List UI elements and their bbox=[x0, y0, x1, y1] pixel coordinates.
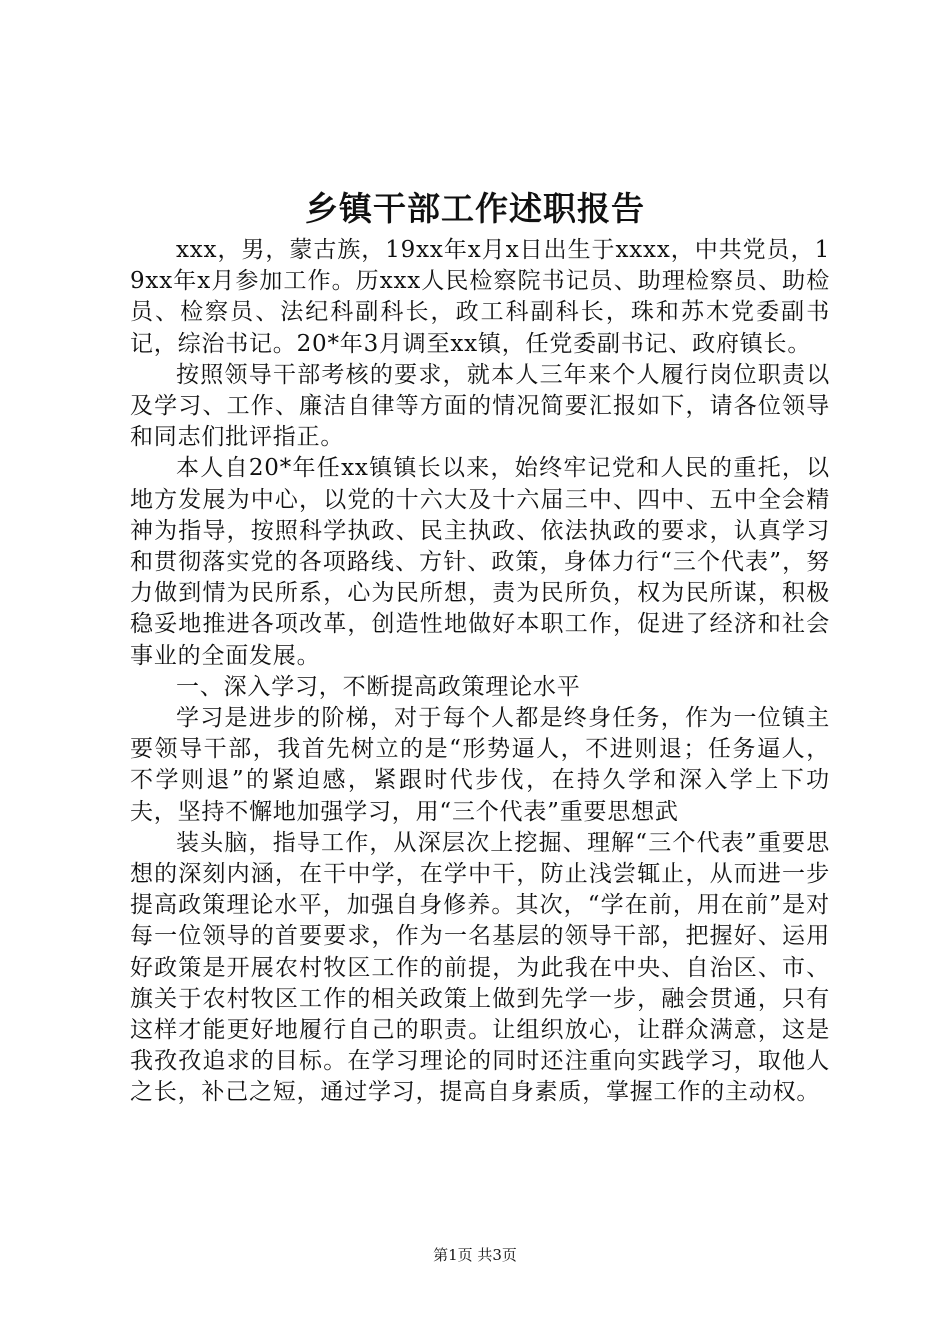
document-title: 乡镇干部工作述职报告 bbox=[305, 189, 645, 228]
paragraph-personal-info: xxx，男，蒙古族，19xx年x月x日出生于xxxx，中共党员，19xx年x月参加工作。历xxx人民检察院书记员、助理检察员、助检员、检察员、法纪科副科长，政工科副科长，珠和苏木党委副书记，综治书记。20*年3月调至xx镇，任党委副书记、政府镇长。 bbox=[130, 237, 830, 357]
paragraph-overview: 本人自20*年任xx镇镇长以来，始终牢记党和人民的重托，以地方发展为中心，以党的十六大及十六届三中、四中、五中全会精神为指导，按照科学执政、民主执政、依法执政的要求，认真学习和贯彻落实党的各项路线、方针、政策，身体力行“三个代表”，努力做到情为民所系，心为民所想，责为民所负，权为民所谋，积极稳妥地推进各项改革，创造性地做好本职工作，促进了经济和社会事业的全面发展。 bbox=[130, 455, 830, 669]
paragraph-learning-2: 装头脑，指导工作，从深层次上挖掘、理解“三个代表”重要思想的深刻内涵，在干中学，在学中干，防止浅尝辄止，从而进一步提高政策理论水平，加强自身修养。其次，“学在前，用在前”是对每一位领导的首要要求，作为一名基层的领导干部，把握好、运用好政策是开展农村牧区工作的前提，为此我在中央、自治区、市、旗关于农村牧区工作的相关政策上做到先学一步，融会贯通，只有这样才能更好地履行自己的职责。让组织放心，让群众满意，这是我孜孜追求的目标。在学习理论的同时还注重向实践学习，取他人之长，补己之短，通过学习，提高自身素质，掌握工作的主动权。 bbox=[130, 829, 830, 1106]
document-body bbox=[130, 235, 830, 1109]
section-heading-learning: 一、深入学习，不断提高政策理论水平 bbox=[176, 673, 581, 700]
paragraph-introduction: 按照领导干部考核的要求，就本人三年来个人履行岗位职责以及学习、工作、廉洁自律等方面的情况简要汇报如下，请各位领导和同志们批评指正。 bbox=[130, 361, 830, 451]
page-number-footer: 第1页 共3页 bbox=[433, 1246, 517, 1264]
paragraph-learning-1: 学习是进步的阶梯，对于每个人都是终身任务，作为一位镇主要领导干部，我首先树立的是“形势逼人，不进则退；任务逼人，不学则退”的紧迫感，紧跟时代步伐，在持久学和深入学上下功夫，坚持不懈地加强学习，用“三个代表”重要思想武 bbox=[130, 705, 830, 825]
